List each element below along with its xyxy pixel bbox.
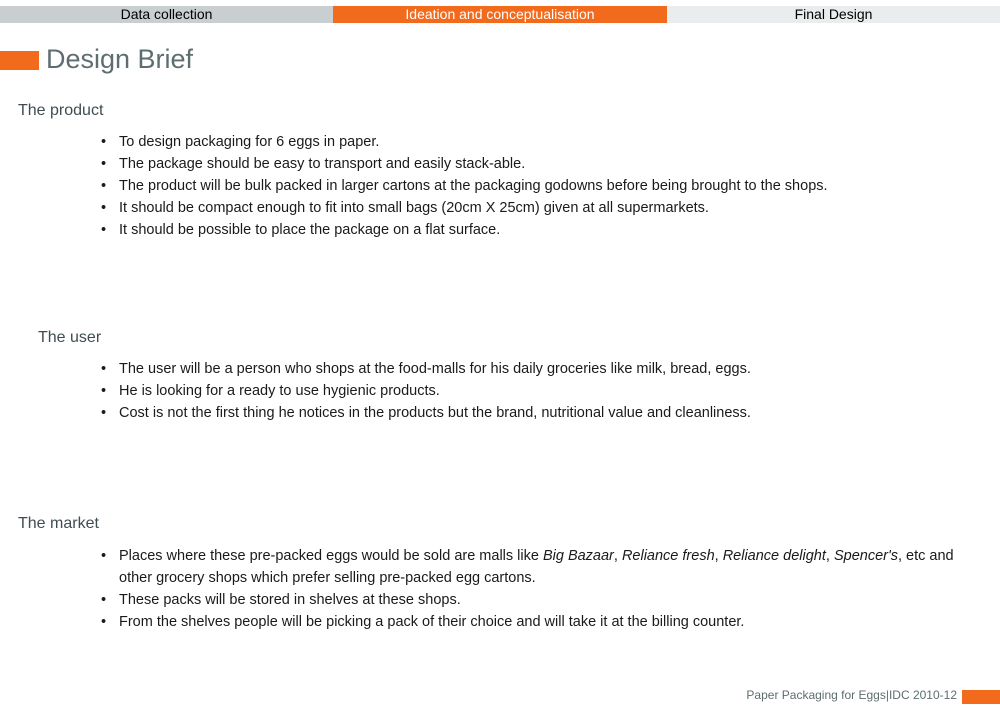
- section-heading-product: The product: [18, 102, 104, 119]
- footer-accent-bar: [962, 690, 1000, 704]
- brand-name: Reliance fresh: [621, 548, 715, 564]
- brand-name: Reliance delight: [722, 548, 826, 564]
- tab-final-design[interactable]: Final Design: [667, 6, 1000, 23]
- user-list: [100, 358, 980, 424]
- list-item: • From the shelves people will be picking a pack of their choice and will take it at the billing counter.: [100, 611, 980, 633]
- market-list: [100, 545, 980, 633]
- list-item: • It should be possible to place the package on a flat surface.: [100, 219, 980, 241]
- section-heading-user: The user: [38, 329, 102, 346]
- footer-caption: Paper Packaging for Eggs|IDC 2010-12: [746, 688, 957, 702]
- list-item: • The product will be bulk packed in larger cartons at the packaging godowns before being brought to the shops.: [100, 175, 980, 197]
- page-title: Design Brief: [46, 44, 194, 74]
- market-text-post: , etc and other grocery shops which prefer selling pre-packed egg cartons.: [119, 548, 954, 586]
- product-list: [100, 131, 980, 241]
- list-item: • It should be compact enough to fit into small bags (20cm X 25cm) given at all supermarkets.: [100, 197, 980, 219]
- tab-data-collection[interactable]: Data collection: [0, 6, 333, 23]
- list-item: • These packs will be stored in shelves at these shops.: [100, 589, 980, 611]
- market-text-pre: Places where these pre-packed eggs would be sold are malls like: [119, 548, 543, 564]
- tab-ideation[interactable]: Ideation and conceptualisation: [333, 6, 667, 23]
- top-navigation: [0, 6, 1000, 23]
- brand-name: Spencer's: [833, 548, 898, 564]
- section-heading-market: The market: [18, 515, 99, 532]
- list-item: • The user will be a person who shops at the food-malls for his daily groceries like milk, bread, eggs.: [100, 358, 980, 380]
- list-item: • Places where these pre-packed eggs would be sold are malls like Big Bazaar, Reliance fresh, Reliance delight, Spencer's, etc and other grocery shops which prefer selling pre-packed egg cartons.: [100, 545, 980, 589]
- brand-name: Big Bazaar: [542, 548, 614, 564]
- list-item: • The package should be easy to transport and easily stack-able.: [100, 153, 980, 175]
- list-item: • He is looking for a ready to use hygienic products.: [100, 380, 980, 402]
- list-item: • Cost is not the first thing he notices in the products but the brand, nutritional value and cleanliness.: [100, 402, 980, 424]
- title-accent-bar: [0, 51, 39, 70]
- list-item: • To design packaging for 6 eggs in paper.: [100, 131, 980, 153]
